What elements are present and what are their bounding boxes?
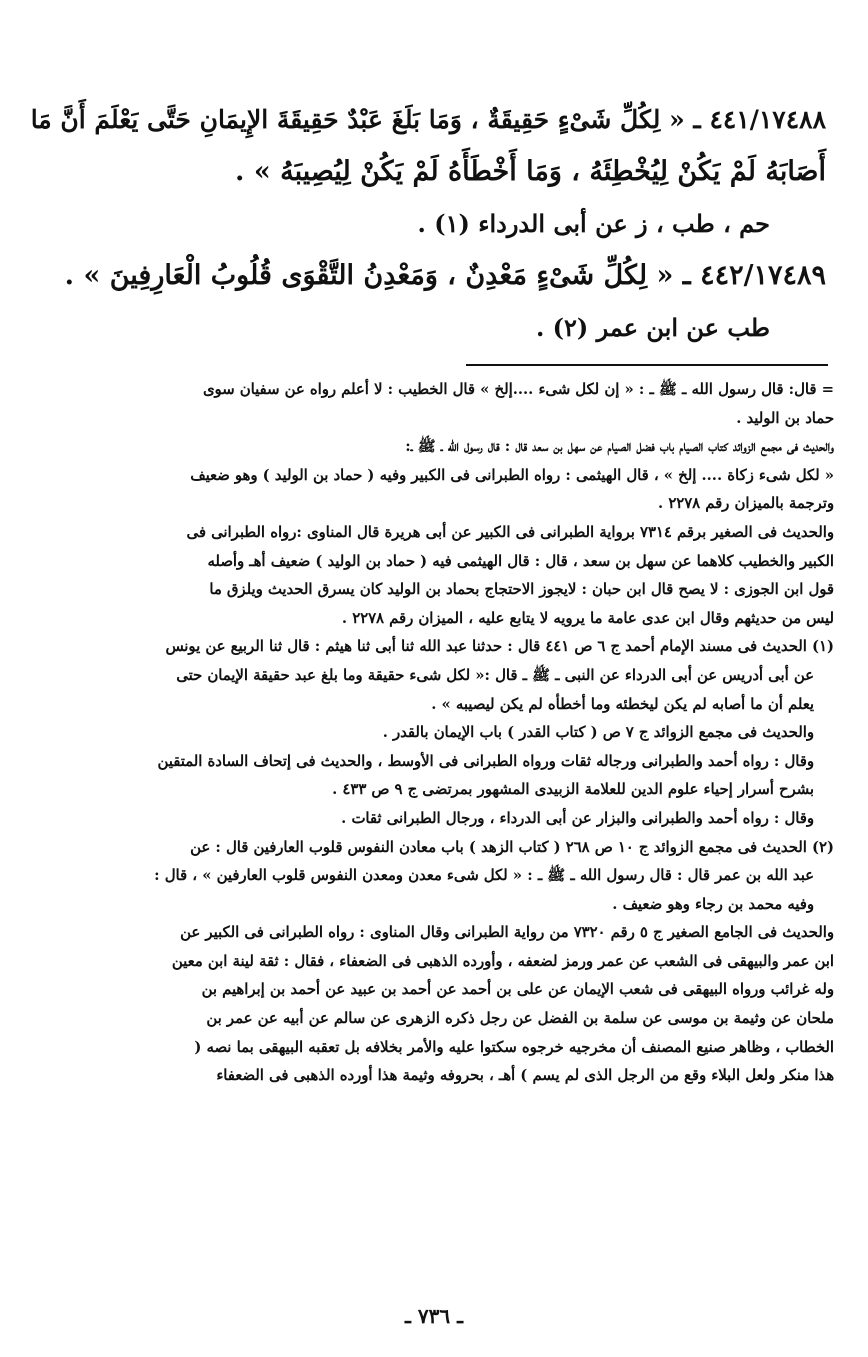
footnote-line: وله غرائب ورواه البيهقى فى شعب الإيمان عن على بن أحمد عن أحمد بن عبيد عن أحمد بن إبراهيم بن [201, 981, 834, 999]
footnote-line: حماد بن الوليد . [736, 409, 834, 427]
hadith-442-line-1: ٤٤٢/١٧٤٨٩ ـ « لِكُلِّ شَىْءٍ مَعْدِنٌ ، وَمَعْدِنُ التَّقْوَى قُلُوبُ الْعَارِفِينَ » . [64, 260, 826, 291]
footnote-line: يعلم أن ما أصابه لم يكن ليخطئه وما أخطأه لم يكن ليصيبه » . [431, 695, 814, 713]
footnote-line: (٢) الحديث فى مجمع الزوائد ج ١٠ ص ٢٦٨ ( كتاب الزهد ) باب معادن النفوس قلوب العارفين قال : عن [190, 838, 834, 856]
hadith-441-source: حم ، طب ، ز عن أبى الدرداء (١) . [417, 209, 770, 238]
footnotes [26, 376, 834, 1091]
page-number: ـ ٧٣٦ ـ [405, 1304, 463, 1328]
footnote-line: والحديث فى الصغير برقم ٧٣١٤ برواية الطبرانى فى الكبير عن أبى هريرة قال المناوى :رواه الطبرانى فى [186, 523, 834, 541]
hadith-442-source: طب عن ابن عمر (٢) . [535, 313, 770, 342]
footnote-line: ليس من حديثهم وقال ابن عدى عامة ما يرويه لا يتابع عليه ، الميزان رقم ٢٢٧٨ . [341, 609, 834, 627]
footnote-line: (١) الحديث فى مسند الإمام أحمد ج ٦ ص ٤٤١ قال : حدثنا عبد الله ثنا أبى ثنا هيثم : قال ثنا الربيع عن يونس [165, 638, 834, 656]
hadith-441-line-1: ٤٤١/١٧٤٨٨ ـ « لِكُلِّ شَىْءٍ حَقِيقَةٌ ، وَمَا بَلَغَ عَبْدٌ حَقِيقَةَ الإِيمَانِ حَتَّى يَعْلَمَ أَنَّ مَا [30, 105, 826, 134]
footnote-line: الخطاب ، وظاهر صنيع المصنف أن مخرجيه خرجوه سكتوا عليه والأمر بخلافه بل تعقبه البيهقى بما نصه ( [194, 1038, 834, 1056]
footnote-line: عن أبى أدريس عن أبى الدرداء عن النبى ـ ﷺ ـ قال :« لكل شىء حقيقة وما بلغ عبد حقيقة الإيمان حتى [176, 666, 814, 684]
footnote-line: « لكل شىء زكاة .... إلخ » ، قال الهيثمى : رواه الطبرانى فى الكبير وفيه ( حماد بن الوليد ) وهو ضعيف [190, 466, 834, 484]
footnote-line: وقال : رواه أحمد والطبرانى والبزار عن أبى الدرداء ، ورجال الطبرانى ثقات . [341, 809, 814, 827]
footnote-separator [466, 364, 828, 366]
footnote-line: والحديث فى الجامع الصغير ج ٥ رقم ٧٣٢٠ من رواية الطبرانى وقال المناوى : رواه الطبرانى فى الكبير عن [180, 924, 834, 942]
footnote-line: ابن عمر والبيهقى فى الشعب عن عمر ورمز لضعفه ، وأورده الذهبى فى الضعفاء ، فقال : ثقة لينة ابن معين [171, 952, 834, 970]
footnote-line: الكبير والخطيب كلاهما عن سهل بن سعد ، قال : قال الهيثمى فيه ( حماد بن الوليد ) ضعيف أهـ وأصله [207, 552, 834, 570]
hadith-441-line-2: أَصَابَهُ لَمْ يَكُنْ لِيُخْطِئَهُ ، وَمَا أَخْطَأَهُ لَمْ يَكُنْ لِيُصِيبَهُ » . [235, 156, 826, 187]
footnote-line: وقال : رواه أحمد والطبرانى ورجاله ثقات ورواه الطبرانى فى الأوسط ، والحديث فى إتحاف السادة المتقين [157, 752, 814, 770]
footnote-line: هذا منكر ولعل البلاء وقع من الرجل الذى لم يسم ) أهـ ، بحروفه وثيمة هذا أورده الذهبى فى الضعفاء [216, 1067, 834, 1085]
footnote-line: والحديث فى مجمع الزوائد كتاب الصيام باب فضل الصيام عن سهل بن سعد قال : قال رسول الله ـ ﷺ ـ: [405, 438, 834, 456]
footnote-line: = قال: قال رسول الله ـ ﷺ ـ : « إن لكل شىء ....إلخ » قال الخطيب : لا أعلم رواه عن سفيان سوى [202, 381, 834, 398]
footnote-line: وترجمة بالميزان رقم ٢٢٧٨ . [658, 495, 834, 513]
footnote-line: ملحان عن وثيمة بن موسى عن سلمة بن الفضل عن رجل ذكره الزهرى عن سالم عن أبيه عن عمر بن [206, 1010, 834, 1028]
main-text [28, 94, 826, 354]
footnote-line: والحديث فى مجمع الزوائد ج ٧ ص ( كتاب القدر ) باب الإيمان بالقدر . [382, 724, 814, 742]
footnote-line: بشرح أسرار إحياء علوم الدين للعلامة الزبيدى المشهور بمرتضى ج ٩ ص ٤٣٣ . [332, 781, 814, 799]
footnote-line: قول ابن الجوزى : لا يصح قال ابن حبان : لايجوز الاحتجاج بحماد بن الوليد كان يسرق الحديث ويلزق ما [209, 581, 834, 599]
footnote-line: عبد الله بن عمر قال : قال رسول الله ـ ﷺ ـ : « لكل شىء معدن ومعدن النفوس قلوب العارفين » ، قال : [154, 867, 814, 885]
footnote-line: وفيه محمد بن رجاء وهو ضعيف . [612, 895, 814, 913]
